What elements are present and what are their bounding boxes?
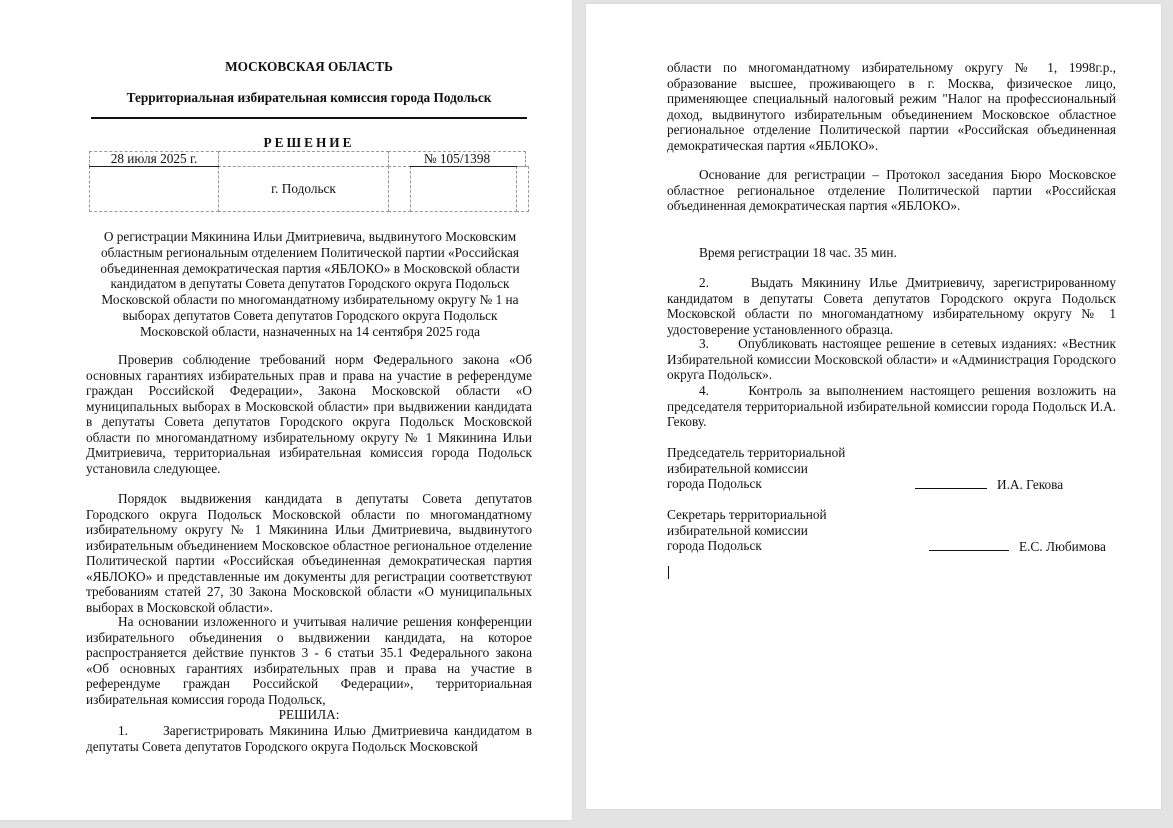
document-page-2[interactable]: [586, 4, 1161, 809]
secretary-signature-block: [667, 507, 1116, 554]
item-3: 3. Опубликовать настоящее решение в сетевых изданиях: «Вестник Избирательной комиссии Московской области» и «Администрация Городского округа Подольск».: [667, 336, 1116, 382]
secretary-title-line-3: города Подольск: [667, 538, 762, 553]
date-cell: 28 июля 2025 г.: [89, 151, 219, 167]
paragraph-1: Проверив соблюдение требований норм Федерального закона «Об основных гарантиях избирательных прав и права на участие в референдуме граждан Российской Федерации», Закона Московской области «О муниципальных выборах в Московской области» при выдвижении кандидата в депутаты Совета депутатов Городского округа Подольск Московской области по многомандатному избирательному округу № 1 Мякинина Ильи Дмитриевича, территориальная избирательная комиссия города Подольск установила следующее.: [86, 352, 532, 476]
secretary-signature-line: [929, 538, 1009, 551]
chair-title-line-3: города Подольск: [667, 476, 762, 491]
item-4: 4. Контроль за выполнением настоящего решения возложить на председателя территориальной избирательной комиссии города Подольск И.А. Гекову.: [667, 383, 1116, 429]
registration-time: Время регистрации 18 час. 35 мин.: [699, 245, 897, 260]
chair-title-line-1: Председатель территориальной: [667, 445, 846, 460]
registration-basis: Основание для регистрации – Протокол заседания Бюро Московское областное региональное отделение Политической партии «Российская объединенная демократическая партия «ЯБЛОКО».: [667, 167, 1116, 213]
text-cursor: [668, 566, 669, 579]
commission-heading: Территориальная избирательная комиссия города Подольск: [126, 90, 492, 105]
paragraph-2: Порядок выдвижения кандидата в депутаты Совета депутатов Городского округа Подольск Московской области по многомандатному избирательному округу № 1 Мякинина Ильи Дмитриевича, выдвинутого избирательным объединением Московское областное региональное отделение Политической партии «Российская объединенная демократическая партия «ЯБЛОКО» и представленные им документы для регистрации соответствуют требованиям статей 27, 30 Закона Московской области «О муниципальных выборах в Московской области».: [86, 491, 532, 615]
empty-cell: [516, 166, 529, 212]
empty-cell: [89, 166, 219, 212]
chair-name: И.А. Гекова: [996, 477, 1064, 492]
decision-subject: О регистрации Мякинина Ильи Дмитриевича, выдвинутого Московским областным региональным отделением Политической партии «Российская объединенная демократическая партия «ЯБЛОКО» в Московской области кандидатом в депутаты Совета депутатов Городского округа Подольск Московской области по многомандатному избирательному округу № 1 на выборах депутатов Совета депутатов Городского округа Подольск Московской области, назначенных на 14 сентября 2025 года: [100, 229, 520, 339]
header-rule: [91, 117, 527, 119]
number-cell: № 105/1398: [388, 151, 526, 167]
city-cell: г. Подольск: [218, 166, 389, 212]
doc-type-heading: РЕШЕНИЕ: [263, 135, 355, 150]
document-page-1[interactable]: [0, 0, 572, 820]
chair-signature-block: [667, 445, 1116, 492]
empty-cell: [388, 166, 411, 212]
item-1-continued: области по многомандатному избирательному округу № 1, 1998г.р., образование высшее, проживающего в г. Москва, физическое лицо, применяющее специальный налоговый режим "Налог на профессиональный доход, выдвинутого избирательным объединением Московское областное региональное отделение Политической партии «Российская объединенная демократическая партия «ЯБЛОКО».: [667, 60, 1116, 153]
number-underline: [410, 166, 517, 167]
secretary-title-line-1: Секретарь территориальной: [667, 507, 827, 522]
decided-heading: РЕШИЛА:: [278, 707, 340, 722]
empty-cell: [218, 151, 389, 167]
date-underline: [89, 166, 219, 167]
chair-signature-line: [915, 476, 987, 489]
item-1: 1. Зарегистрировать Мякинина Илью Дмитриевича кандидатом в депутаты Совета депутатов Городского округа Подольск Московской: [86, 723, 532, 754]
empty-cell: [410, 166, 517, 212]
region-heading: МОСКОВСКАЯ ОБЛАСТЬ: [225, 59, 393, 74]
secretary-title-line-2: избирательной комиссии: [667, 522, 808, 538]
paragraph-3: На основании изложенного и учитывая наличие решения конференции избирательного объединения о выдвижении кандидата, на которое распространяется действие пунктов 3 - 6 статьи 35.1 Федерального закона «Об основных гарантиях избирательных прав и права на участие в референдуме граждан Российской Федерации», территориальная избирательная комиссия города Подольск,: [86, 614, 532, 707]
chair-title-line-2: избирательной комиссии: [667, 460, 808, 476]
secretary-name: Е.С. Любимова: [1018, 539, 1106, 554]
item-2: 2. Выдать Мякинину Илье Дмитриевичу, зарегистрированному кандидатом в депутаты Совета депутатов Городского округа Подольск Московской области по многомандатному избирательному округу № 1 удостоверение установленного образца.: [667, 275, 1116, 337]
